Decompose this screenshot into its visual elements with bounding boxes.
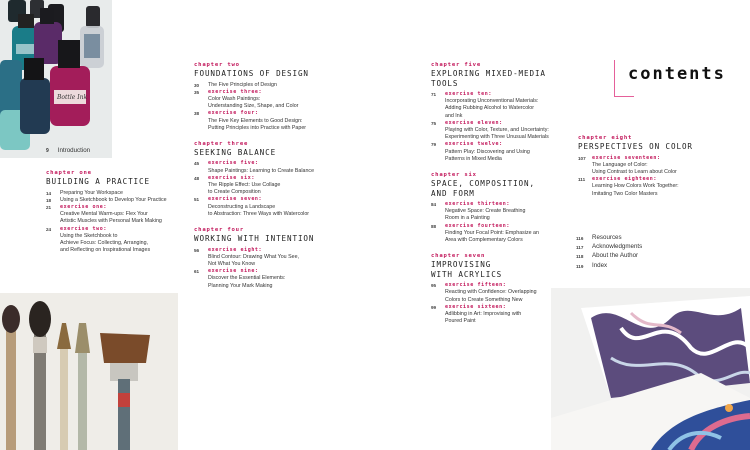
accent-line-vertical bbox=[614, 60, 615, 96]
toc-entry-title: Shape Paintings: Learning to Create Balance bbox=[208, 167, 315, 174]
toc-intro[interactable] bbox=[46, 147, 90, 154]
toc-entry[interactable] bbox=[46, 190, 176, 197]
toc-entry[interactable] bbox=[46, 197, 176, 204]
toc-entry-title: Using Contrast to Learn about Color bbox=[592, 168, 677, 175]
toc-column-three bbox=[431, 62, 561, 325]
toc-page-number: 79 bbox=[431, 142, 437, 148]
chapter-seven-label: chapter seven bbox=[431, 253, 486, 260]
toc-entry[interactable] bbox=[431, 91, 561, 120]
toc-entry-title: Experimenting with Three Unusual Materials bbox=[445, 134, 549, 141]
toc-entry-title: Adding Rubbing Alcohol to Watercolor bbox=[445, 105, 535, 112]
toc-entry-title: Playing with Color, Texture, and Uncertainty: bbox=[445, 127, 549, 134]
toc-entry-title: Colors to Create Something New bbox=[445, 296, 523, 303]
toc-entry-title: and Reflecting on Inspirational Images bbox=[60, 247, 151, 254]
toc-exercise-label: exercise nine: bbox=[208, 268, 259, 275]
toc-entry[interactable] bbox=[194, 160, 344, 174]
toc-exercise-label: exercise five: bbox=[208, 160, 259, 167]
chapter-six-title bbox=[431, 179, 561, 198]
toc-entry-title: Poured Paint bbox=[445, 318, 476, 325]
toc-exercise-label: exercise fourteen: bbox=[445, 222, 510, 229]
chapter-seven-title bbox=[431, 260, 561, 279]
chapter-eight-label: chapter eight bbox=[578, 135, 633, 141]
accent-line-horizontal bbox=[614, 96, 634, 97]
toc-entry-title: Patterns in Mixed Media bbox=[445, 155, 502, 162]
toc-entry[interactable] bbox=[578, 155, 708, 177]
toc-page-number: 51 bbox=[194, 197, 200, 203]
chapter-six-title-line: SPACE, COMPOSITION, bbox=[431, 179, 535, 189]
toc-entry-title: Preparing Your Workspace bbox=[60, 189, 123, 196]
toc-entry-title: Putting Principles into Practice with Paper bbox=[208, 124, 307, 131]
toc-entry[interactable] bbox=[431, 282, 561, 304]
ink-bottles-photo bbox=[0, 0, 112, 158]
toc-entry-title: Finding Your Focal Point: Emphasize an bbox=[445, 229, 539, 236]
chapter-four-title: WORKING WITH INTENTION bbox=[194, 234, 315, 244]
toc-page-number: 71 bbox=[431, 92, 437, 97]
toc-page-number: 95 bbox=[431, 283, 437, 289]
toc-entry-title: Artistic Muscles with Personal Mark Making bbox=[60, 218, 162, 225]
chapter-six-label: chapter six bbox=[431, 172, 477, 179]
toc-page-number: 75 bbox=[431, 120, 437, 126]
toc-entry[interactable] bbox=[431, 141, 561, 163]
toc-page-number: 107 bbox=[578, 155, 586, 161]
toc-exercise-label: exercise eleven: bbox=[445, 119, 503, 126]
back-matter-entry[interactable] bbox=[576, 233, 642, 242]
back-matter-title: Resources bbox=[592, 234, 622, 241]
back-matter-list bbox=[576, 233, 642, 270]
toc-entry[interactable] bbox=[194, 175, 344, 197]
toc-page-number: 35 bbox=[194, 89, 200, 95]
toc-entry-title: Negative Space: Create Breathing bbox=[445, 208, 526, 215]
toc-entry[interactable] bbox=[46, 226, 176, 255]
toc-page-number: 111 bbox=[578, 177, 586, 183]
painted-book-illustration bbox=[551, 288, 750, 450]
toc-entry-title: Adlibbing in Art: Improvising with bbox=[445, 311, 522, 318]
chapter-five-label: chapter five bbox=[431, 62, 482, 68]
toc-entry[interactable] bbox=[194, 110, 344, 132]
toc-exercise-label: exercise seven: bbox=[208, 196, 263, 203]
toc-page-number: 88 bbox=[431, 223, 437, 229]
toc-exercise-label: exercise eighteen: bbox=[592, 176, 657, 183]
toc-entry-title: Discover the Essential Elements: bbox=[208, 275, 286, 282]
toc-page-number: 24 bbox=[46, 226, 52, 232]
toc-entry[interactable] bbox=[578, 176, 708, 198]
chapter-seven-title-line: IMPROVISING bbox=[431, 260, 492, 270]
toc-entry-title: Room in a Painting bbox=[445, 215, 490, 222]
back-matter-title: About the Author bbox=[592, 252, 639, 260]
toc-entry-title: Using the Sketchbook to bbox=[60, 232, 118, 239]
toc-entry-title: Imitating Two Color Masters bbox=[592, 190, 658, 197]
intro-title: Introduction bbox=[57, 147, 91, 154]
toc-exercise-label: exercise one: bbox=[60, 203, 107, 210]
toc-page-number: 117 bbox=[576, 245, 584, 251]
toc-entry-title: Pattern Play: Discovering and Using bbox=[445, 148, 530, 155]
back-matter-title: Index bbox=[592, 261, 608, 269]
toc-entry-title: Area with Complementary Colors bbox=[445, 237, 523, 244]
ink-bottle-label: Bottle Ink bbox=[57, 94, 88, 101]
toc-exercise-label: exercise six: bbox=[208, 174, 255, 181]
toc-page-number: 45 bbox=[194, 161, 200, 167]
toc-entry[interactable] bbox=[431, 223, 561, 245]
toc-exercise-label: exercise three: bbox=[208, 88, 263, 95]
back-matter-entry[interactable] bbox=[576, 242, 642, 251]
toc-exercise-label: exercise two: bbox=[60, 225, 107, 232]
toc-column-two bbox=[194, 62, 344, 290]
chapter-three-title: SEEKING BALANCE bbox=[194, 147, 277, 157]
toc-entry-title: Incorporating Unconventional Materials: bbox=[445, 98, 539, 105]
chapter-five-title bbox=[431, 69, 561, 88]
toc-page-number: 21 bbox=[46, 204, 52, 210]
chapter-two-label: chapter two bbox=[194, 62, 240, 68]
toc-entry-title: Learning How Colors Work Together: bbox=[592, 183, 679, 190]
toc-entry[interactable] bbox=[46, 204, 176, 226]
paint-brushes-photo bbox=[0, 293, 178, 450]
toc-entry-title: Blind Contour: Drawing What You See, bbox=[208, 253, 299, 260]
toc-entry-title: Planning Your Mark Making bbox=[208, 282, 273, 289]
toc-page-number: 61 bbox=[194, 269, 200, 275]
toc-page-number: 48 bbox=[194, 175, 200, 181]
toc-entry-title: The Five Key Elements to Good Design: bbox=[208, 117, 303, 124]
toc-exercise-label: exercise sixteen: bbox=[445, 303, 507, 310]
chapter-four-label: chapter four bbox=[194, 227, 245, 234]
toc-page-number: 38 bbox=[194, 111, 200, 117]
toc-page-number: 99 bbox=[431, 304, 437, 310]
toc-entry[interactable] bbox=[431, 120, 561, 142]
toc-entry[interactable] bbox=[194, 268, 344, 290]
chapter-seven-title-line: WITH ACRYLICS bbox=[431, 269, 503, 279]
toc-entry-title: Color Wash Paintings: bbox=[208, 95, 261, 102]
toc-entry[interactable] bbox=[431, 201, 561, 223]
toc-entry-title: and Ink bbox=[445, 112, 463, 119]
chapter-five-title-line: EXPLORING MIXED-MEDIA bbox=[431, 69, 546, 78]
paint-brushes-illustration bbox=[0, 293, 178, 450]
toc-entry-title: The Language of Color: bbox=[592, 161, 648, 168]
chapter-five-title-line: TOOLS bbox=[431, 78, 459, 88]
toc-entry-title: The Ripple Effect: Use Collage bbox=[208, 182, 281, 189]
toc-entry-title: Deconstructing a Landscape bbox=[208, 203, 276, 210]
chapter-one-label: chapter one bbox=[46, 170, 92, 176]
chapter-one-title: BUILDING A PRACTICE bbox=[46, 177, 150, 186]
toc-entry-title: Understanding Size, Shape, and Color bbox=[208, 103, 299, 110]
toc-entry-title: to Create Composition bbox=[208, 189, 261, 196]
toc-exercise-label: exercise fifteen: bbox=[445, 282, 507, 289]
ink-bottles-illustration bbox=[0, 0, 112, 158]
toc-page-number: 18 bbox=[46, 197, 52, 203]
toc-page-number: 30 bbox=[194, 82, 200, 88]
toc-page-number: 56 bbox=[194, 247, 200, 253]
chapter-eight-title: PERSPECTIVES ON COLOR bbox=[578, 142, 693, 151]
toc-exercise-label: exercise thirteen: bbox=[445, 201, 510, 208]
toc-page-number: 14 bbox=[46, 190, 52, 196]
toc-entry-title: to Abstraction: Three Ways with Watercolor bbox=[208, 210, 310, 217]
toc-entry[interactable] bbox=[431, 304, 561, 326]
back-matter-entry[interactable] bbox=[576, 261, 642, 270]
toc-page-number: 119 bbox=[576, 263, 584, 269]
toc-page-number: 84 bbox=[431, 202, 437, 208]
chapter-six-title-line: AND FORM bbox=[431, 188, 475, 198]
back-matter-entry[interactable] bbox=[576, 251, 642, 260]
toc-page-number: 116 bbox=[576, 236, 584, 241]
toc-entry-title: The Five Principles of Design bbox=[208, 81, 277, 88]
toc-entry-title: Not What You Know bbox=[208, 260, 256, 267]
toc-exercise-label: exercise seventeen: bbox=[592, 154, 661, 161]
chapter-two-title: FOUNDATIONS OF DESIGN bbox=[194, 69, 309, 78]
toc-entry-title: Using a Sketchbook to Develop Your Practice bbox=[60, 196, 167, 203]
intro-page-number: 9 bbox=[46, 148, 49, 154]
toc-exercise-label: exercise twelve: bbox=[445, 141, 503, 148]
toc-entry-title: Reacting with Confidence: Overlapping bbox=[445, 289, 537, 296]
contents-title: contents bbox=[628, 64, 726, 84]
painted-book-photo bbox=[551, 288, 750, 450]
toc-entry[interactable] bbox=[194, 196, 344, 218]
chapter-eight-section bbox=[578, 135, 708, 198]
toc-exercise-label: exercise four: bbox=[208, 110, 259, 117]
toc-entry-title: Achieve Focus: Collecting, Arranging, bbox=[60, 239, 149, 246]
toc-page-number: 118 bbox=[576, 254, 584, 260]
toc-exercise-label: exercise eight: bbox=[208, 246, 263, 253]
toc-exercise-label: exercise ten: bbox=[445, 91, 492, 97]
toc-entry[interactable] bbox=[194, 82, 344, 89]
toc-entry-title: Creative Mental Warm-ups: Flex Your bbox=[60, 211, 148, 218]
chapter-three-label: chapter three bbox=[194, 140, 249, 147]
back-matter-title: Acknowledgments bbox=[592, 243, 643, 251]
toc-entry[interactable] bbox=[194, 247, 344, 269]
toc-entry[interactable] bbox=[194, 89, 344, 111]
chapter-one-section bbox=[46, 170, 176, 254]
